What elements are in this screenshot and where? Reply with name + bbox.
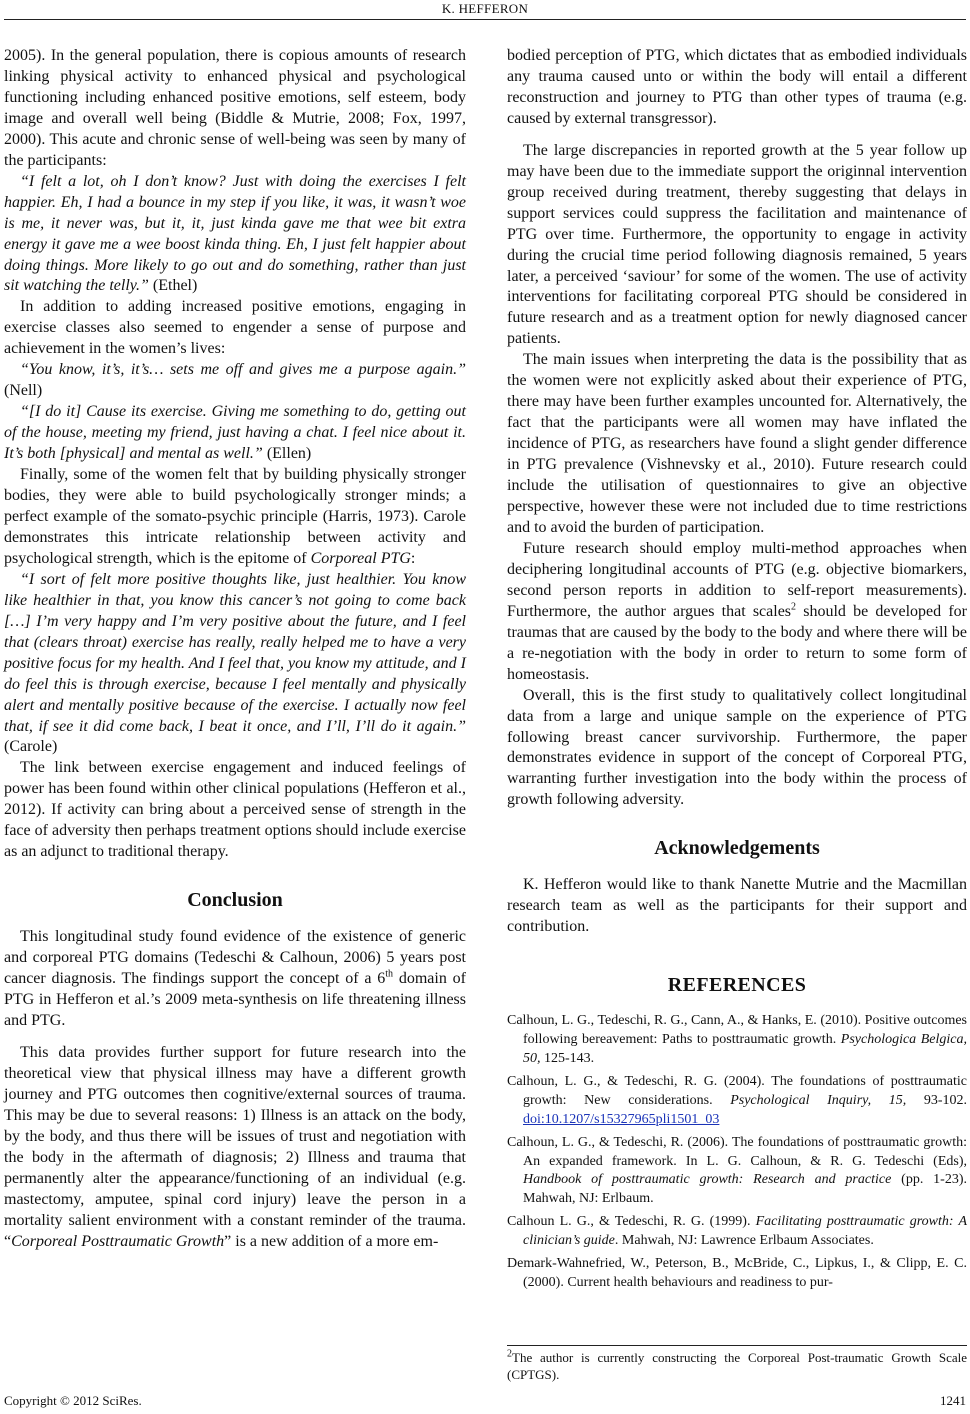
reference-list — [507, 1012, 967, 1293]
reference-item: Demark-Wahnefried, W., Peterson, B., McBride, C., Lipkus, I., & Clipp, E. C. (2000). Current health behaviours and readiness to pur- — [507, 1256, 967, 1290]
participant-quote: “I felt a lot, oh I don’t know? Just with doing the exercises I felt happier. Eh, I had a bounce in my step if you like, it was, it wasn’t woe is me, it never was, but it, it, just kinda gave me that wee bit extra energy it gave me a wee boost kinda thing. Eh, I just felt happier about doing things. More likely to go out and do something, rather than just sit watching the telly.” (Ethel) — [4, 172, 466, 295]
footnote: $^2$The author is currently constructing the Corporeal Post-traumatic Growth Scale (CPTGS). — [507, 1348, 967, 1382]
participant-quote: “I sort of felt more positive thoughts like, just healthier. You know like healthier in that, you know this cancer’s not going to come back […] I’m very happy and I’m very positive about the future, and I feel that (clears throat) exercise has really, really helped me to have a very positive focus for my health. And I feel that, you know my attitude, and I do feel this is through exercise, because I feel mentally and physically alert and mentally positive because of the exercise. I actually now feel that, if see it did come back, I beat it once, and I’ll, I’ll do it again.” (Carole) — [4, 570, 466, 756]
paragraph: This longitudinal study found evidence of the existence of generic and corporeal PTG domains (Tedeschi & Calhoun, 2006) 5 years post cancer diagnosis. The findings support the concept of a 6th domain of PTG in Hefferon et al.’s 2009 meta-synthesis on life threatening illness and PTG. — [4, 928, 466, 1029]
paragraph: Future research should employ multi-method approaches when deciphering longitudinal accounts of PTG (e.g. objective biomarkers, second person reports in addition to self-report measurements). Furthermore, the author argues that scales$^2$ should be developed for traumas that are caused by the body to the body and where there will be a re-negotiation with the body in order to return to some form of homeostasis. — [507, 539, 968, 683]
paragraph: This data provides further support for future research into the theoretical view that physical illness may have a different growth journey and PTG outcomes then cognitive/external sources of trauma. This may be due to several reasons: 1) Illness is an attack on the body, by the body, and thus there will be issues of trust and negotiation with the body in the aftermath of diagnosis; 2) Illness and trauma that permanently alter the appearance/functioning of an individual (e.g. mastectomy, amputee, spinal cord injury) leave the person in a mortality salient environment with a constant reminder of the trauma. “Corporeal Posttraumatic Growth” is a new addition of a more em- — [4, 1043, 466, 1250]
reference-item: Calhoun L. G., & Tedeschi, R. G. (1999). Facilitating posttraumatic growth: A clinician’s guide. Mahwah, NJ: Lawrence Erlbaum Associates. — [507, 1214, 967, 1249]
left-column — [4, 46, 466, 1252]
participant-quote: “[I do it] Cause its exercise. Giving me something to do, getting out of the house, meeting my friend, just having a chat. I feel nice about it. It’s both [physical] and mental as well.” (Ellen) — [4, 403, 466, 463]
paragraph: In addition to adding increased positive emotions, engaging in exercise classes also seemed to engender a sense of purpose and achievement in the women’s lives: — [4, 298, 466, 358]
section-heading-conclusion: Conclusion — [187, 889, 283, 912]
paragraph: Finally, some of the women felt that by building physically stronger bodies, they were able to build psychologically stronger minds; a perfect example of the somato-psychic principle (Harris, 1973). Carole demonstrates this intricate relationship between activity and psychological strength, which is the epitome of Corporeal PTG: — [4, 466, 466, 567]
paragraph: The main issues when interpreting the data is the possibility that as the women were not explicitly asked about their experience of PTG, there may have been further examples uncounted for. Alternatively, the fact that the participants were all women may have inflated the incidence of PTG, as researchers have found a slight gender difference in PTG prevalence (Vishnevsky et al., 2010). Future research could include the utilisation of questionnaires to give an objective perspective, however these were not included due to time restrictions and to avoid the burden of participation. — [507, 351, 967, 536]
footnote-marker: 2 — [791, 601, 797, 613]
section-heading-acknowledgements: Acknowledgements — [654, 837, 820, 860]
running-head: K. HEFFERON — [441, 1, 529, 16]
paragraph: 2005). In the general population, there is copious amounts of research linking physical activity to enhanced physical and psychological functioning including enhanced positive emotions, self esteem, body image and overall well being (Biddle & Mutrie, 2008; Fox, 1997, 2000). This acute and chronic sense of well-being was seen by many of the participants: — [4, 47, 466, 169]
reference-item: Calhoun, L. G., & Tedeschi, R. G. (2004). The foundations of posttraumatic growth: New considerations. Psychological Inquiry, 15, 93-102. doi:10.1207/s15327965pli1501_03 — [507, 1073, 967, 1127]
section-heading-references: REFERENCES — [667, 974, 807, 997]
doi-link[interactable]: doi:10.1207/s15327965pli1501_03 — [523, 1111, 720, 1127]
right-column — [507, 46, 967, 1297]
paragraph: The link between exercise engagement and induced feelings of power has been found within other clinical populations (Hefferon et al., 2012). If activity can bring about a perceived sense of strength in the face of adversity then perhaps treatment options should include exercise as an adjunct to traditional therapy. — [4, 759, 466, 861]
paragraph: The large discrepancies in reported growth at the 5 year follow up may have been due to the immediate support the originnal intervention group received during treatment, thereby suggesting that delays in support services could suppress the facilitation and maintenance of PTG over time. Furthermore, the opportunity to engage in activity during the crucial time period following diagnosis remained, 5 years later, a perceived ‘saviour’ for some of the women. The use of activity interventions for facilitating corporeal PTG should be considered in future research and as a treatment option for newly diagnosed cancer patients. — [507, 141, 967, 348]
participant-quote: “You know, it’s, it’s… sets me off and gives me a purpose again.” (Nell) — [4, 361, 466, 400]
reference-item: Calhoun, L. G., Tedeschi, R. G., Cann, A., & Hanks, E. (2010). Positive outcomes following bereavement: Paths to posttraumatic growth. Psychologica Belgica, 50, 125-143. — [507, 1013, 967, 1066]
header-rule — [4, 19, 966, 20]
paragraph: Overall, this is the first study to qualitatively collect longitudinal data from a large and unique sample on the experience of PTG following breast cancer survivorship. Furthermore, the paper demonstrates evidence in support of the concept of Corporeal PTG, warranting further investigation into the body within the process of growth following adversity. — [507, 686, 967, 809]
reference-item: Calhoun, L. G., & Tedeschi, R. (2006). The foundations of posttraumatic growth: An expanded framework. In L. G. Calhoun, & R. G. Tedeschi (Eds), Handbook of posttraumatic growth: Research and practice (pp. 1-23). Mahwah, NJ: Erlbaum. — [507, 1134, 967, 1207]
acknowledgements-text: K. Hefferon would like to thank Nanette Mutrie and the Macmillan research team as well as the participants for their support and contribution. — [507, 876, 967, 936]
copyright-notice: Copyright © 2012 SciRes. — [4, 1393, 142, 1408]
page-number: 1241 — [940, 1393, 966, 1408]
paragraph: bodied perception of PTG, which dictates that as embodied individuals any trauma caused unto or within the body will entail a different reconstruction and journey to PTG than other types of trauma (e.g. caused by external transgressor). — [507, 47, 967, 127]
footnote-rule — [507, 1345, 967, 1346]
